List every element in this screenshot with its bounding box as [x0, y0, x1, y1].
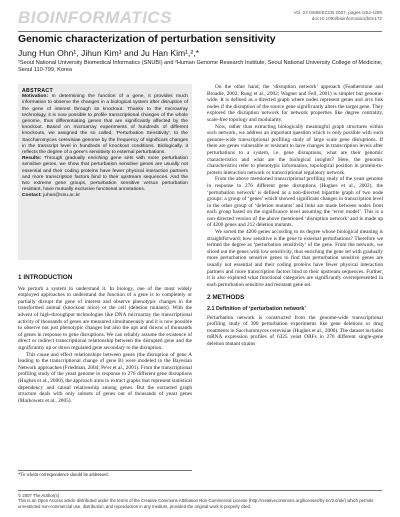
abstract-motivation	[22, 94, 188, 156]
paper-title: Genomic characterization of perturbation sensitivity	[18, 34, 276, 45]
introduction-heading: 1 INTRODUCTION	[18, 274, 73, 281]
introduction-section	[18, 268, 192, 404]
intro-paragraph: We perturb a system to understand it. In biology, one of the most widely employed approaches to understand the function of a gene is to completely or partially disrupt the gene of interest and observe phenotypic changes in the transformed animal (knockout mice) or the cell (deletion mutants). With the advent of high-throughput technologies like DNA microarray the transcriptional activity of thousands of genes are measured simultaneously and it is now possible to observe not just phenotypic changes but also the ups and downs of thousands of genes in response to gene disruptions. We can reliably assume the existence of direct or indirect transcriptional relationship between the disrupted gene and the significantly up or down regulated gene secondary to the disruption.	[18, 285, 192, 351]
header-rule	[18, 31, 382, 32]
journal-header	[18, 8, 382, 30]
abstract	[22, 88, 188, 200]
body-paragraph: We sorted the 4200 genes according to its degree whose biological meaning is straightforward; how sensitive is the gene to external perturbations? Therefore we termed the degree as ‘perturbation sensitivity’ of the gene. From the network, we sliced out the genes with low sensitivity, thus enriching the gene set with gradually more perturbation sensitive genes to find that perturbation sensitive genes are usually not essential and their coding proteins have fewer physical interaction partners and more transcription factors bind to their upstream sequences. Further, it is also explored what functional categories are significantly overrepresented in each perturbation sensitive and resistant gene set.	[207, 229, 383, 288]
volume-info	[294, 10, 382, 21]
license-text: This is an Open Access article distributed under the terms of the Creative Commons Attribution Non-Commercial License (http://creativecommons.org/licenses/by-nc/2.0/uk/) which permits unrestricted non-commercial use, distribution, and reproduction in any medium, provided the original work is properly cited.	[18, 498, 374, 509]
body-paragraph: From the above mentioned transcriptional profiling study of the yeast genome in response to 276 different gene disruptions (Hughes et al., 2002), the ‘perturbation network’ is defined as a non-directed bipartite graph of two node groups: a group of ‘genes’ which showed significant changes in transcription level in the other group of ‘deletion mutants’ and links are made between nodes from each group based on the significance level assuming the ‘error model’. This is a non-directed version of the above mentioned ‘disruption network’ and is made up of 4200 genes and 212 deletion mutants.	[207, 176, 383, 229]
abstract-results	[22, 156, 188, 193]
right-column	[207, 84, 383, 348]
page-footer	[18, 490, 382, 509]
methods-heading: 2 METHODS	[207, 294, 245, 302]
body-paragraph: On the other hand, the ‘disruption network’ approach (Featherstone and Broadie, 2002; Rung et al., 2002; Wagner and Fell, 2001) is simpler but genome-wide. It is defined as a directed graph where nodes represent genes and arcs link nodes if the disruption of the source gene significantly alters the target gene. They explored the disruption network for network properties like degree centrality, scale-free topology and modularity.	[207, 84, 383, 123]
affiliation: ¹Seoul National University Biomedical Informatics (SNUBI) and ²Human Genome Research Institute, Seoul National University College of Medicine, Seoul 110-799, Korea	[18, 60, 383, 73]
doi-line: doi:10.1093/bioinformatics/btm172	[311, 15, 382, 21]
methods-paragraph: Perturbation network is constructed from the genome-wide transcriptional profiling study of 300 perturbation experiments like gene deletions or drug treatments in Saccharomyces cerevisiae (Hughes et al., 2000). The dataset includes mRNA expression profiles of 6325 yeast ORFs in 276 different single-gene deletion mutant strains	[207, 314, 383, 347]
intro-paragraph: This cause and effect relationships between genes (the disruption of gene A leading to the transcriptional change of gene B) were modeled in the Bayesian Network approaches (Friedman, 2004; Pe'er et al., 2001). From the transcriptional profiling study of the yeast genome in response to 276 different gene disruptions (Hughes et al., 2000), the approach aims to extract graphs that represent statistical dependency and causal relationship among genes. But the extracted graph structure deals with only subsets of genes out of thousands of yeast genes (Markowetz et al., 2005).	[18, 351, 192, 404]
journal-name: BIOINFORMATICS	[18, 8, 173, 27]
results-label: Results:	[22, 156, 42, 162]
results-text: Through gradually enriching gene sets with more perturbation sensitive genes, we show that perturbation sensitive genes are usually not essential and their coding proteins have fewer physical interaction partners and more transcription factors bind to their upstream sequences. And the two extreme gene groups, perturbation sensitive versus perturbation resistant, have mutually exclusive functional annotations.	[22, 156, 188, 193]
volume-line: Vol. 23 ISMB/ECCB 2007, pages i254–i259	[293, 10, 382, 15]
contact-email[interactable]: juhan@snu.ac.kr	[43, 193, 80, 199]
abstract-contact	[22, 193, 188, 199]
abstract-heading: ABSTRACT	[22, 88, 53, 94]
copyright: © 2007 The Author(s)	[18, 493, 60, 498]
correspondence-footnote: *To whom correspondence should be addressed.	[18, 470, 192, 479]
subsection-heading: 2.1 Definition of ‘perturbation network’	[207, 306, 306, 312]
motivation-label: Motivation:	[22, 94, 49, 100]
motivation-text: In determining the function of a gene, it provides much information to observe the changes in a biological system after disruption of the gene of interest through its knockout. Thanks to the microarray technology, it is now possible to profile transcriptional changes of the whole genome, thus differentiating genes that are significantly affected by the knockout. Based on microarray experiments of hundreds of different knockouts, we assigned the so called, ‘Perturbation Sensitivity’, to the Saccharomyces cerevisiae genome by the frequency of significant changes in the transcript level in hundreds of knockout conditions. Biologically, it reflects the degree of a gene’s sensitivity to external perturbations.	[22, 94, 189, 156]
contact-label: Contact:	[22, 193, 42, 199]
author-list: Jung Hun Ohn¹, Jihun Kim¹ and Ju Han Kim¹,²,*	[18, 48, 200, 58]
body-paragraph: Now, rather than extracting biologically meaningful graph structures within such network, we address an important question which is only possible with such genome-wide transcriptional profiling study of large scale gene disruptions. If there are genes vulnerable or resistant to have changes in transcription levels after perturbations to a system, i.e. gene disruptions, what are their genomic characteristics and what are the biological insights? Here, the genomic characteristics refer to phenotypic information, topological position in protein-to-protein interaction network or transcriptional regulatory network.	[207, 123, 383, 176]
